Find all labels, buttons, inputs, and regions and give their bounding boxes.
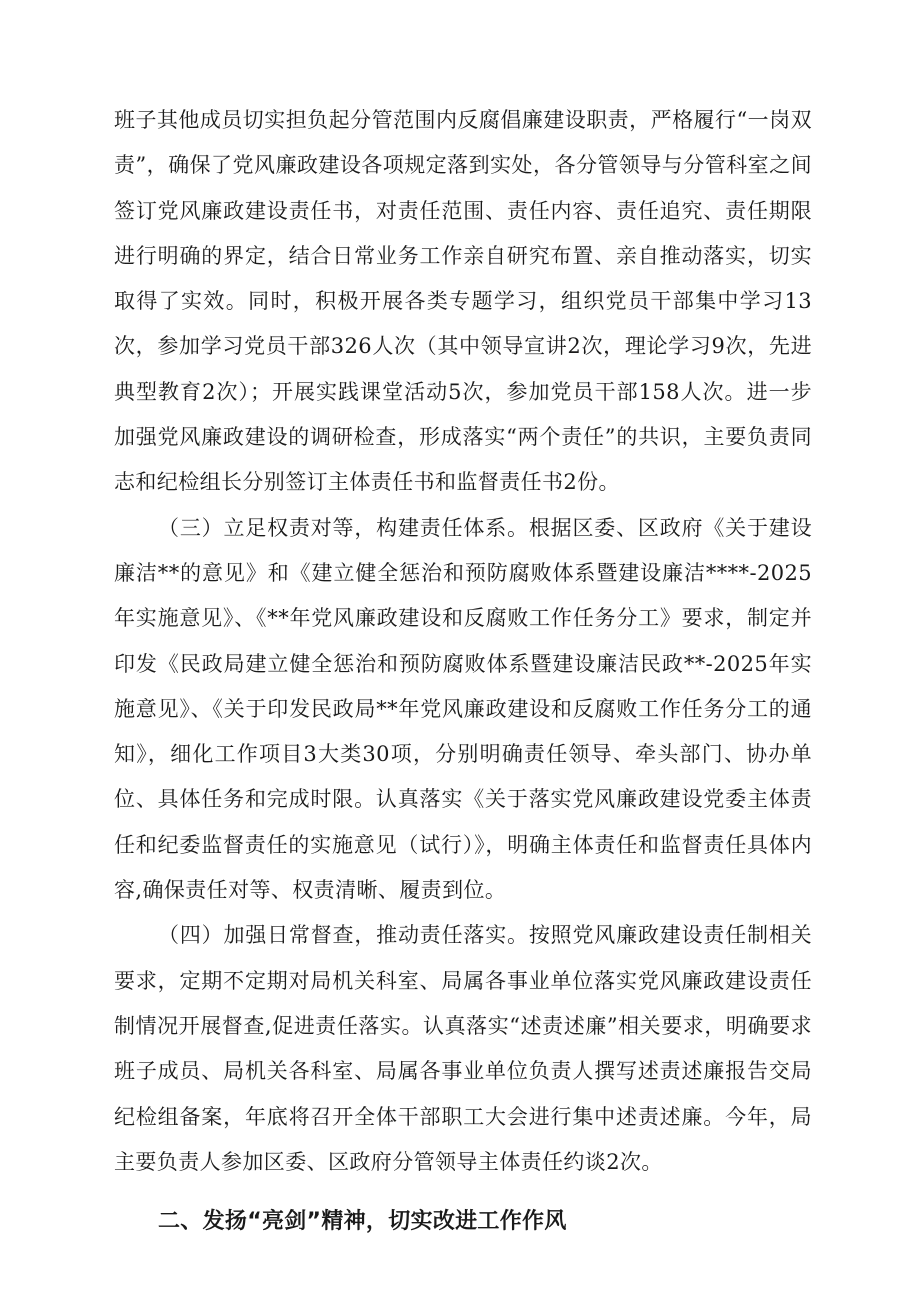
section-heading: 二、发扬“亮剑”精神，切实改进工作作风 <box>158 1209 567 1235</box>
paragraph-1: 班子其他成员切实担负起分管范围内反腐倡廉建设职责，严格履行“一岗双责”，确保了党风廉政建设各项规定落到实处，各分管领导与分管科室之间签订党风廉政建设责任书，对责任范围、责任内容、责任追究、责任期限进行明确的界定，结合日常业务工作亲自研究布置、亲自推动落实，切实取得了实效。同时，积极开展各类专题学习，组织党员干部集中学习13次，参加学习党员干部326人次（其中领导宣讲2次，理论学习9次，先进典型教育2次）；开展实践课堂活动5次，参加党员干部158人次。进一步加强党风廉政建设的调研检查，形成落实“两个责任”的共识，主要负责同志和纪检组长分别签订主体责任书和监督责任书2份。 <box>114 108 812 495</box>
document-page <box>114 98 812 1245</box>
paragraph-3: （四）加强日常督查，推动责任落实。按照党风廉政建设责任制相关要求，定期不定期对局机关科室、局属各事业单位落实党风廉政建设责任制情况开展督查,促进责任落实。认真落实“述责述廉”相关要求，明确要求班子成员、局机关各科室、局属各事业单位负责人撰写述责述廉报告交局纪检组备案，年底将召开全体干部职工大会进行集中述责述廉。今年，局主要负责人参加区委、区政府分管领导主体责任约谈2次。 <box>114 923 812 1174</box>
paragraph-2: （三）立足权责对等，构建责任体系。根据区委、区政府《关于建设廉洁**的意见》和《建立健全惩治和预防腐败体系暨建设廉洁****-2025年实施意见》、《**年党风廉政建设和反腐败工作任务分工》要求，制定并印发《民政局建立健全惩治和预防腐败体系暨建设廉洁民政**-2025年实施意见》、《关于印发民政局**年党风廉政建设和反腐败工作任务分工的通知》，细化工作项目3大类30项，分别明确责任领导、牵头部门、协办单位、具体任务和完成时限。认真落实《关于落实党风廉政建设党委主体责任和纪委监督责任的实施意见（试行）》，明确主体责任和监督责任具体内容,确保责任对等、权责清晰、履责到位。 <box>114 515 812 903</box>
